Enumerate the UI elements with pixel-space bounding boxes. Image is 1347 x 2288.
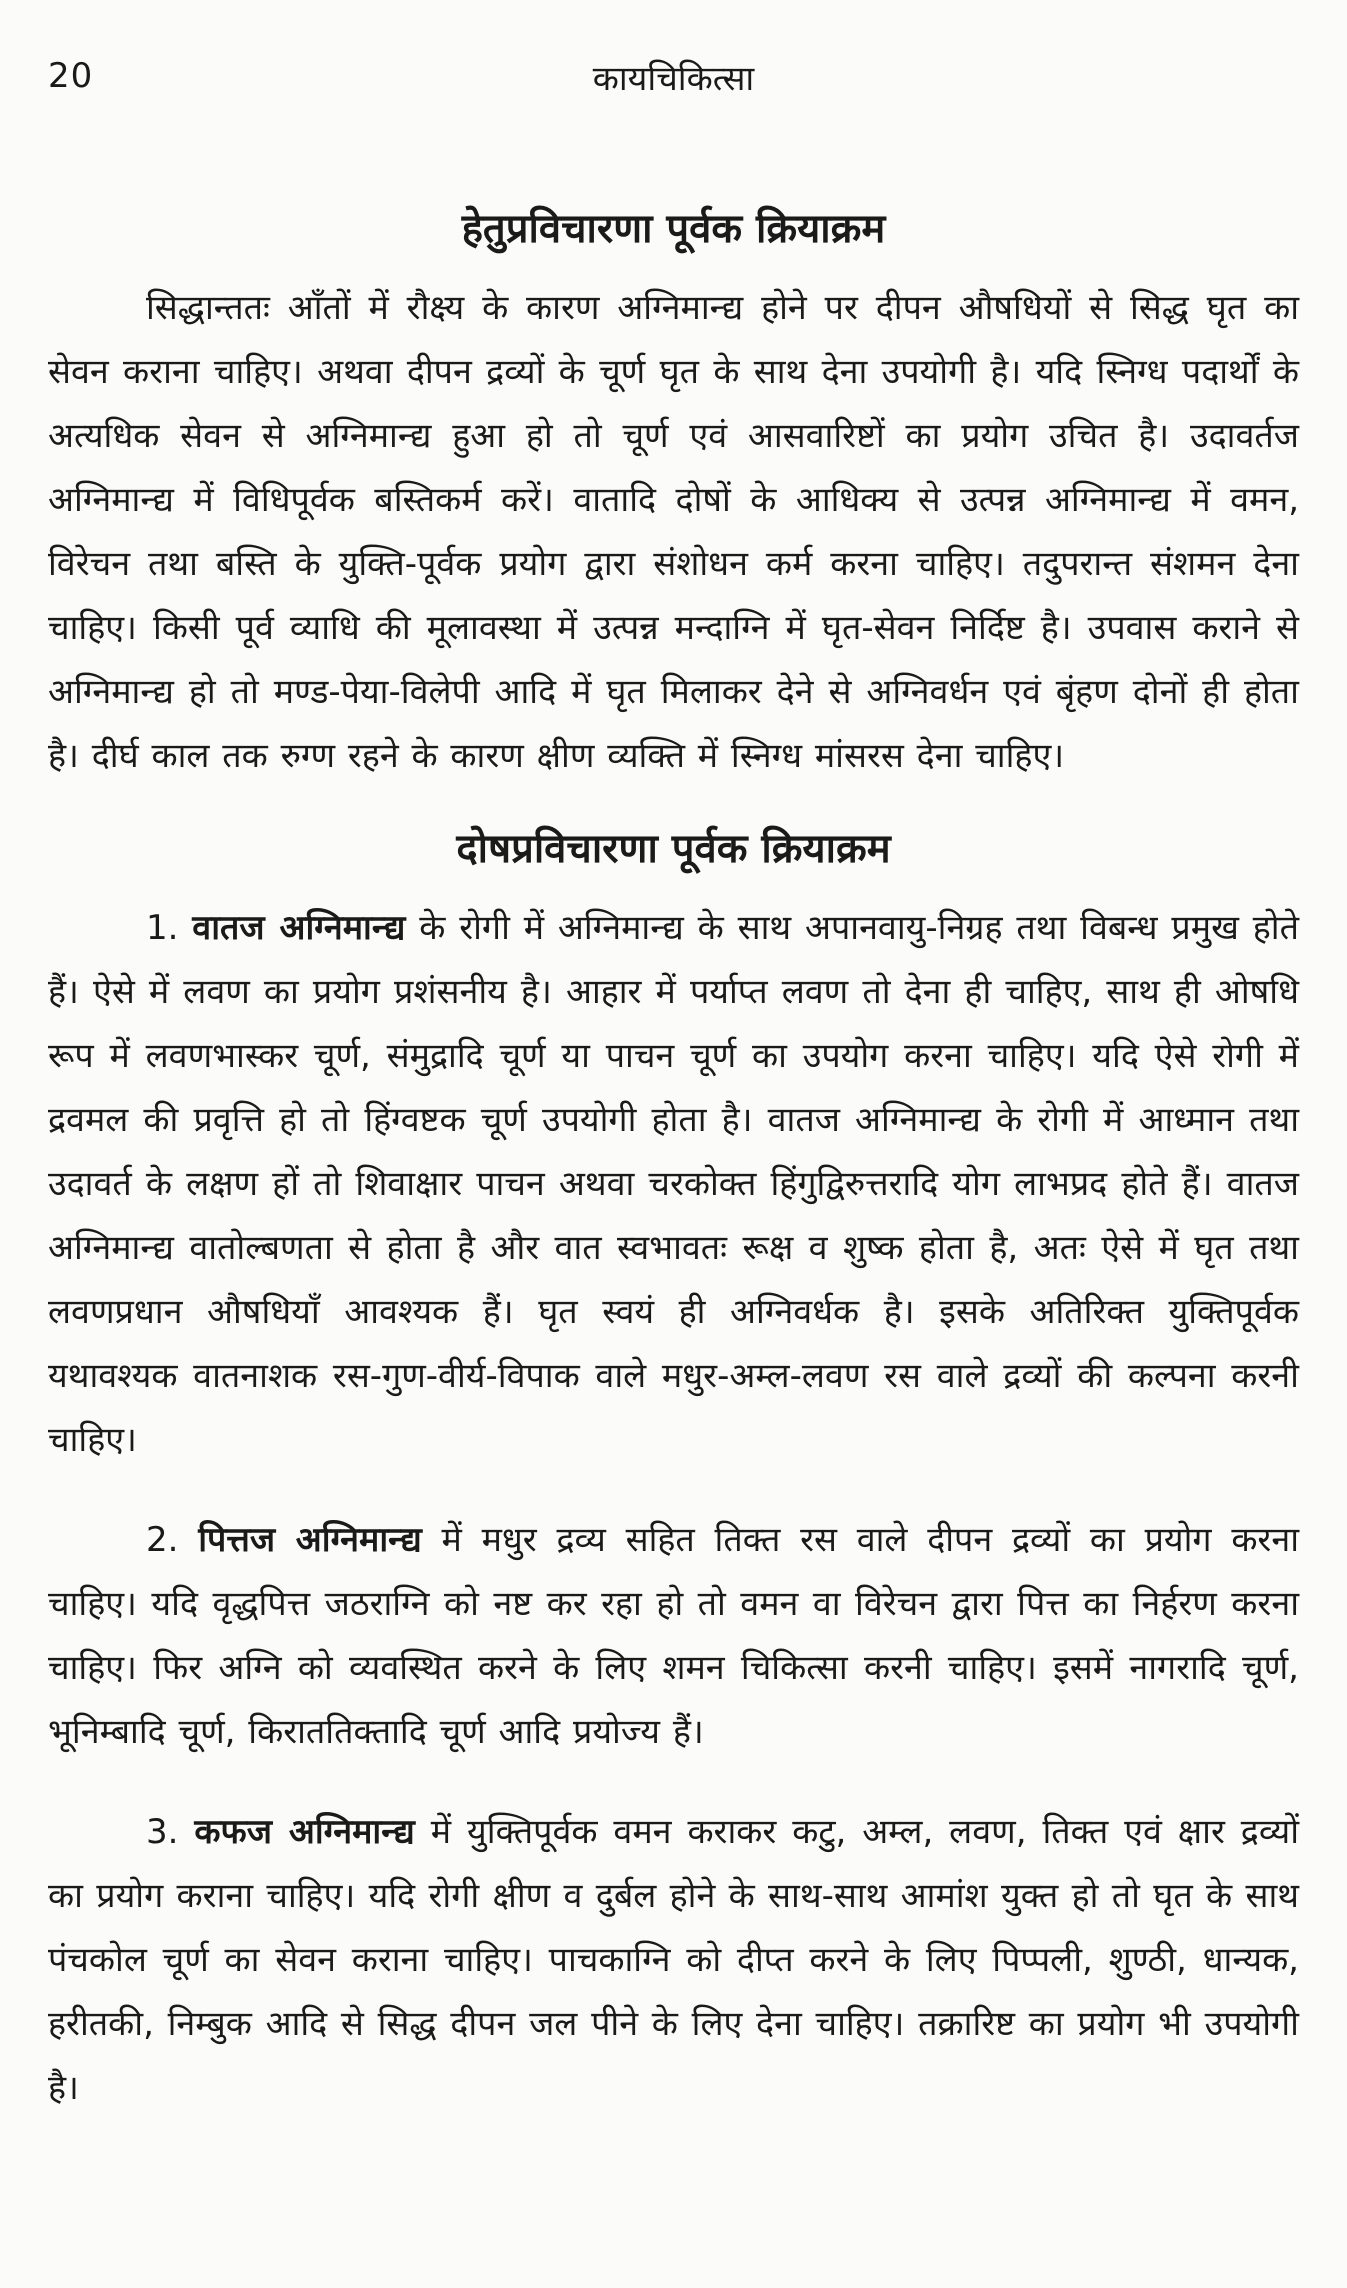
paragraph xyxy=(48,276,1299,788)
section-heading: दोषप्रविचारणा पूर्वक क्रियाक्रम xyxy=(456,826,891,872)
section-hetu-pravicharana xyxy=(48,200,1299,788)
paragraph-vataja xyxy=(48,896,1299,1472)
paragraph-text: में मधुर द्रव्य सहित तिक्त रस वाले दीपन द्रव्यों का प्रयोग करना चाहिए। यदि वृद्धपित्त जठराग्नि को नष्ट कर रहा हो तो वमन वा विरेचन द्वारा पित्त का निर्हरण करना चाहिए। फिर अग्नि को व्यवस्थित करने के लिए शमन चिकित्सा करनी चाहिए। इसमें नागरादि चूर्ण, भूनिम्बादि चूर्ण, किराततिक्तादि चूर्ण आदि प्रयोज्य हैं। xyxy=(48,1520,1300,1752)
paragraph-text: के रोगी में अग्निमान्द्य के साथ अपानवायु-निग्रह तथा विबन्ध प्रमुख होते हैं। ऐसे में लवण का प्रयोग प्रशंसनीय है। आहार में पर्याप्त लवण तो देना ही चाहिए, साथ ही ओषधि रूप में लवणभास्कर चूर्ण, संमुद्रादि चूर्ण या पाचन चूर्ण का उपयोग करना चाहिए। यदि ऐसे रोगी में द्रवमल की प्रवृत्ति हो तो हिंग्वष्टक चूर्ण उपयोगी होता है। वातज अग्निमान्द्य के रोगी में आध्मान तथा उदावर्त के लक्षण हों तो शिवाक्षार पाचन अथवा चरकोक्त हिंगुद्विरुत्तरादि योग लाभप्रद होते हैं। वातज अग्निमान्द्य वातोल्बणता से होता है और वात स्वभावतः रूक्ष व शुष्क होता है, अतः ऐसे में घृत तथा लवणप्रधान औषधियाँ आवश्यक हैं। घृत स्वयं ही अग्निवर्धक है। इसके अतिरिक्त युक्तिपूर्वक यथावश्यक वातनाशक रस-गुण-वीर्य-विपाक वाले मधुर-अम्ल-लवण रस वाले द्रव्यों की कल्पना करनी चाहिए। xyxy=(48,908,1299,1460)
paragraph-lead-term: वातज अग्निमान्द्य xyxy=(192,908,406,948)
page-number: 20 xyxy=(48,56,94,96)
paragraph-lead-term: कफज अग्निमान्द्य xyxy=(194,1812,415,1852)
paragraph-number: 2. xyxy=(146,1520,179,1560)
paragraph-number: 3. xyxy=(146,1812,179,1852)
paragraph-text: में युक्तिपूर्वक वमन कराकर कटु, अम्ल, लवण, तिक्त एवं क्षार द्रव्यों का प्रयोग कराना चाहिए। यदि रोगी क्षीण व दुर्बल होने के साथ-साथ आमांश युक्त हो तो घृत के साथ पंचकोल चूर्ण का सेवन कराना चाहिए। पाचकाग्नि को दीप्त करने के लिए पिप्पली, शुण्ठी, धान्यक, हरीतकी, निम्बुक आदि से सिद्ध दीपन जल पीने के लिए देना चाहिए। तक्रारिष्ट का प्रयोग भी उपयोगी है। xyxy=(48,1812,1300,2108)
section-dosha-pravicharana xyxy=(48,820,1299,2120)
paragraph-kaphaja xyxy=(48,1800,1299,2120)
running-header xyxy=(48,48,1299,108)
paragraph-number: 1. xyxy=(146,908,179,948)
paragraph-text: सिद्धान्ततः आँतों में रौक्ष्य के कारण अग्निमान्द्य होने पर दीपन औषधियों से सिद्ध घृत का सेवन कराना चाहिए। अथवा दीपन द्रव्यों के चूर्ण घृत के साथ देना उपयोगी है। यदि स्निग्ध पदार्थों के अत्यधिक सेवन से अग्निमान्द्य हुआ हो तो चूर्ण एवं आसवारिष्टों का प्रयोग उचित है। उदावर्तज अग्निमान्द्य में विधिपूर्वक बस्तिकर्म करें। वातादि दोषों के आधिक्य से उत्पन्न अग्निमान्द्य में वमन, विरेचन तथा बस्ति के युक्ति-पूर्वक प्रयोग द्वारा संशोधन कर्म करना चाहिए। तदुपरान्त संशमन देना चाहिए। किसी पूर्व व्याधि की मूलावस्था में उत्पन्न मन्दाग्नि में घृत-सेवन निर्दिष्ट है। उपवास कराने से अग्निमान्द्य हो तो मण्ड-पेया-विलेपी आदि में घृत मिलाकर देने से अग्निवर्धन एवं बृंहण दोनों ही होता है। दीर्घ काल तक रुग्ण रहने के कारण क्षीण व्यक्ति में स्निग्ध मांसरस देना चाहिए। xyxy=(48,288,1299,776)
section-heading: हेतुप्रविचारणा पूर्वक क्रियाक्रम xyxy=(461,206,886,252)
book-title: कायचिकित्सा xyxy=(592,59,755,99)
paragraph-pittaja xyxy=(48,1508,1299,1764)
paragraph-lead-term: पित्तज अग्निमान्द्य xyxy=(198,1520,422,1560)
